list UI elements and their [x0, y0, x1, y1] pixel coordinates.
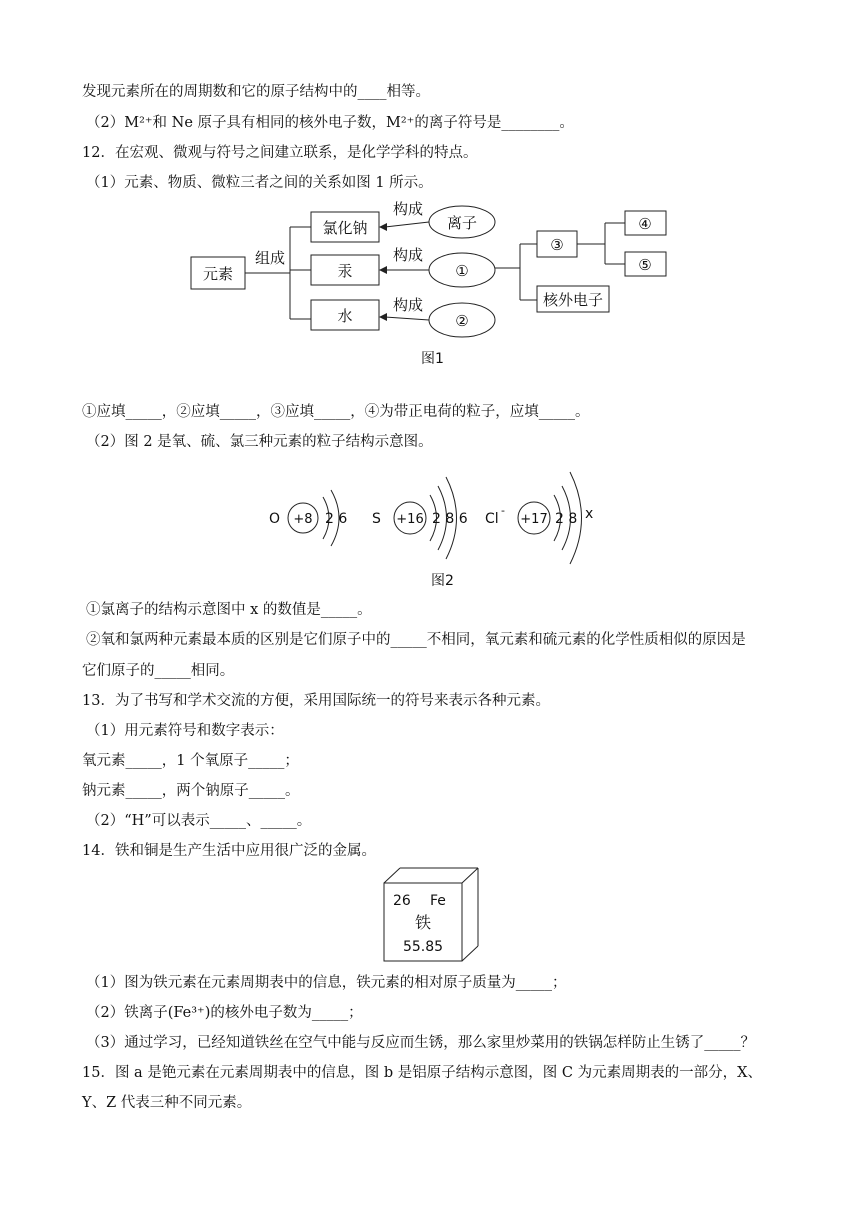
chlorine-shells-label: 2 8 [555, 511, 578, 527]
text-line: 发现元素所在的周期数和它的原子结构中的____相等。 [82, 84, 430, 100]
chlorine-charge: - [501, 504, 505, 517]
oxygen-symbol: O [269, 511, 281, 527]
chlorine-nucleus-label: +17 [520, 512, 548, 527]
hg-label: 汞 [337, 262, 353, 280]
oxygen-shells-label: 2 6 [325, 511, 348, 527]
made-of-label: 构成 [392, 200, 424, 218]
circle-1-label: ① [455, 262, 469, 280]
ion-label: 离子 [446, 214, 478, 232]
water-label: 水 [337, 307, 353, 325]
figure-1-caption: 图1 [421, 351, 444, 367]
sulfur-shells-label: 2 8 6 [432, 511, 468, 527]
text-line: （2）铁离子(Fe³⁺)的核外电子数为_____； [86, 1005, 363, 1021]
circle-2-label: ② [455, 312, 469, 330]
figure-2-diagram [255, 462, 615, 574]
chlorine-x-label: x [585, 506, 594, 522]
circle-5-label: ⑤ [638, 256, 652, 274]
question-14: 14．铁和铜是生产生活中应用很广泛的金属。 [82, 843, 376, 859]
text-line: （2）“H”可以表示_____、_____。 [86, 813, 312, 829]
made-of-label: 构成 [392, 246, 424, 264]
iron-element-card [382, 866, 482, 964]
sulfur-symbol: S [372, 511, 381, 527]
text-line: （2）M²⁺和 Ne 原子具有相同的核外电子数，M²⁺的离子符号是________。 [86, 115, 574, 131]
figure-2-caption: 图2 [431, 573, 454, 589]
text-line: （1）用元素符号和数字表示： [86, 723, 284, 739]
text-line: （1）图为铁元素在元素周期表中的信息，铁元素的相对原子质量为_____； [86, 975, 567, 991]
figure-1-diagram [180, 200, 680, 348]
text-line: 钠元素_____，两个钠原子_____。 [82, 783, 300, 799]
text-line: Y、Z 代表三种不同元素。 [82, 1095, 252, 1111]
text-line: 它们原子的_____相同。 [82, 663, 235, 679]
chlorine-symbol: Cl [485, 511, 499, 527]
text-line: 氧元素_____，1 个氧原子_____； [82, 753, 299, 769]
text-line: （1）元素、物质、微粒三者之间的关系如图 1 所示。 [86, 175, 433, 191]
element-name: 铁 [414, 913, 432, 932]
atomic-mass: 55.85 [402, 939, 444, 955]
text-line: （3）通过学习，已经知道铁丝在空气中能与反应而生锈，那么家里炒菜用的铁锅怎样防止生锈了_____？ [86, 1035, 755, 1051]
nacl-label: 氯化钠 [322, 219, 368, 237]
text-line: ①应填_____，②应填_____，③应填_____，④为带正电荷的粒子，应填_____。 [82, 404, 590, 420]
oxygen-nucleus-label: +8 [293, 512, 313, 527]
compose-label: 组成 [254, 249, 286, 267]
question-15: 15．图 a 是铯元素在元素周期表中的信息，图 b 是铝原子结构示意图，图 C 为元素周期表的一部分，X、 [82, 1065, 762, 1081]
atomic-number: 26 [393, 893, 411, 909]
text-line: ①氯离子的结构示意图中 x 的数值是_____。 [86, 602, 372, 618]
question-12: 12．在宏观、微观与符号之间建立联系，是化学学科的特点。 [82, 145, 478, 161]
circle-3-label: ③ [550, 236, 564, 254]
sulfur-nucleus-label: +16 [396, 512, 424, 527]
electron-label: 核外电子 [542, 291, 604, 309]
circle-4-label: ④ [638, 215, 652, 233]
element-label: 元素 [202, 265, 234, 283]
made-of-label: 构成 [392, 296, 424, 314]
element-symbol: Fe [430, 893, 446, 909]
text-line: （2）图 2 是氧、硫、氯三种元素的粒子结构示意图。 [86, 434, 433, 450]
question-13: 13．为了书写和学术交流的方便，采用国际统一的符号来表示各种元素。 [82, 693, 550, 709]
text-line: ②氧和氯两种元素最本质的区别是它们原子中的_____不相同，氧元素和硫元素的化学性质相似的原因是 [86, 632, 746, 648]
